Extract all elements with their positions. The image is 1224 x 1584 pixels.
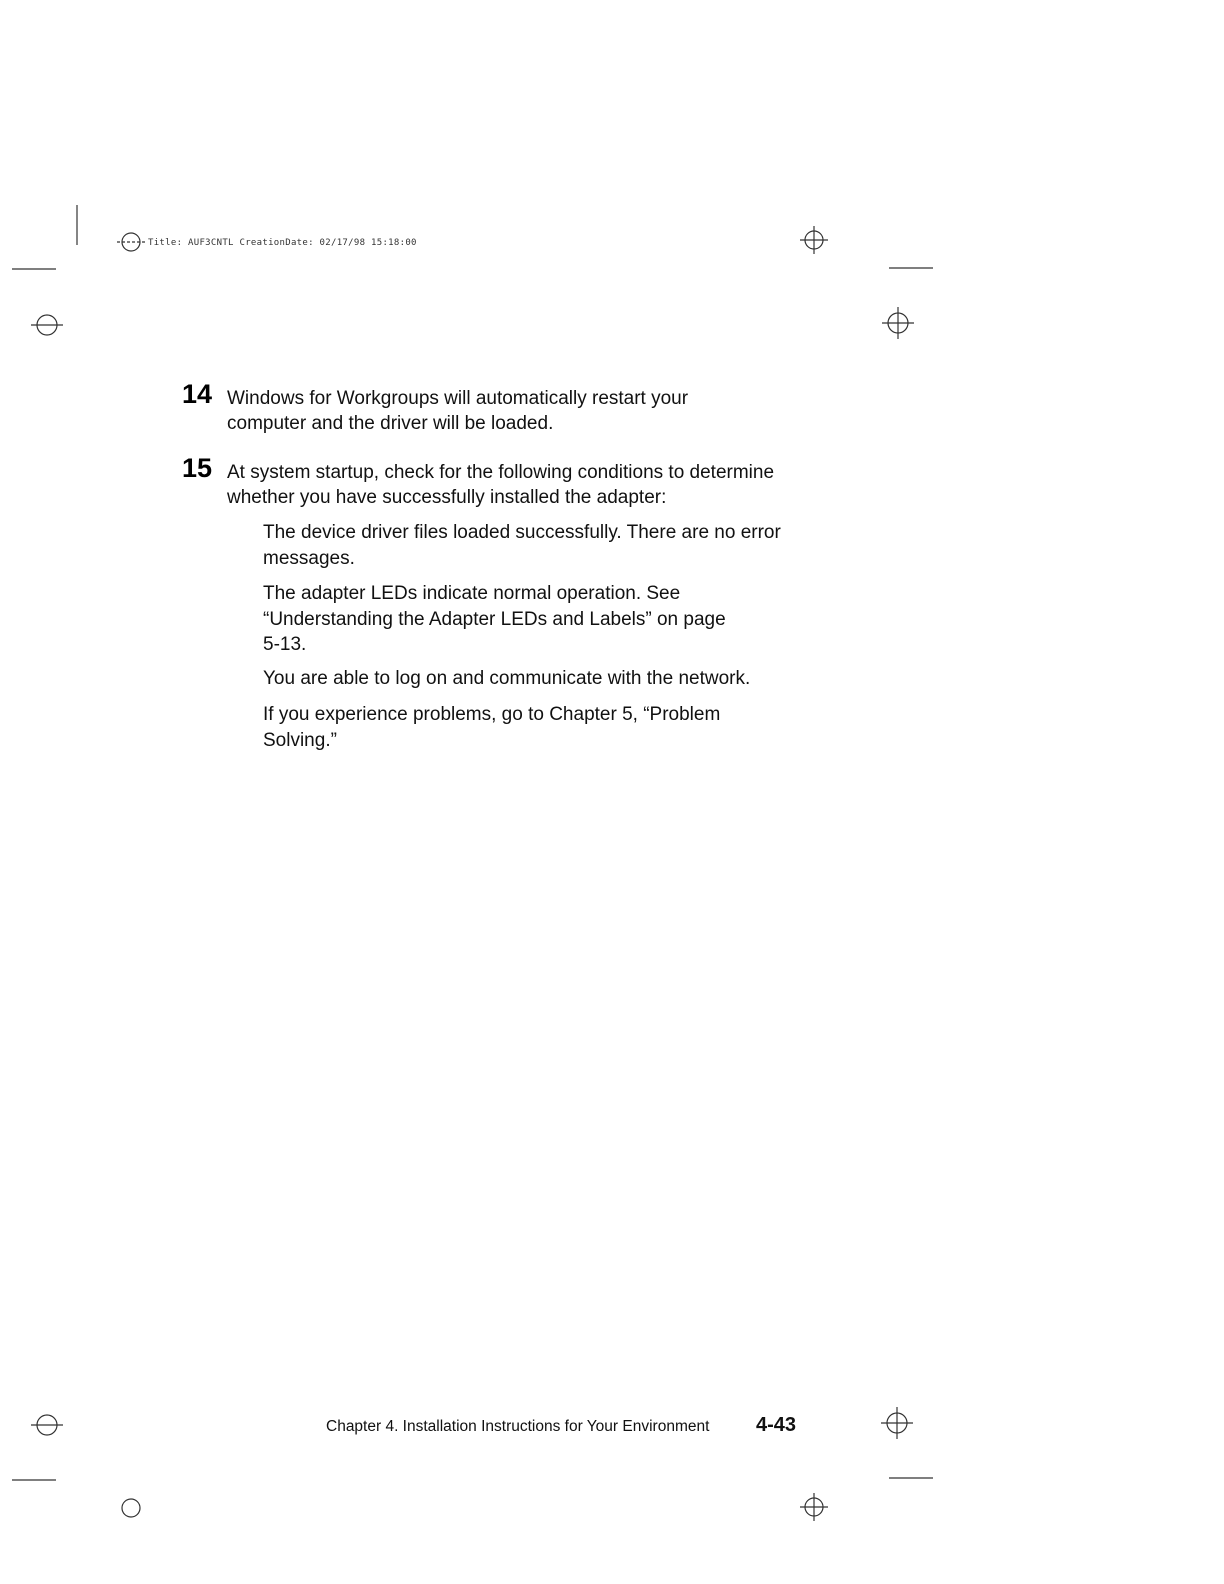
registration-circle-icon xyxy=(117,233,145,251)
step-text: Windows for Workgroups will automatically restart your computer and the driver will be loaded. xyxy=(227,388,689,434)
registration-target-icon xyxy=(800,226,828,254)
step-text: At system startup, check for the following conditions to determine whether you have successfully installed the adapter: xyxy=(227,462,775,508)
registration-target-icon xyxy=(882,307,914,339)
step-15 xyxy=(182,453,822,510)
condition-item: You are able to log on and communicate with the network. xyxy=(263,668,751,689)
step-number: 15 xyxy=(182,453,213,483)
condition-item: The device driver files loaded successfully. There are no error messages. xyxy=(263,522,781,569)
registration-target-icon xyxy=(881,1407,913,1439)
registration-circle-icon xyxy=(122,1499,140,1517)
registration-target-icon xyxy=(800,1493,828,1521)
registration-circle-icon xyxy=(31,1415,63,1435)
step-number: 14 xyxy=(182,379,213,409)
step-14 xyxy=(182,379,822,436)
footer-chapter-title: Chapter 4. Installation Instructions for Your Environment xyxy=(326,1418,710,1435)
print-header: Title: AUF3CNTL CreationDate: 02/17/98 15:18:00 xyxy=(148,238,417,248)
registration-circle-icon xyxy=(31,315,63,335)
page-number: 4-43 xyxy=(756,1414,797,1436)
condition-item: The adapter LEDs indicate normal operation. See “Understanding the Adapter LEDs and Labels” on page 5-13. xyxy=(263,583,726,655)
problem-note: If you experience problems, go to Chapter 5, “Problem Solving.” xyxy=(263,704,721,751)
